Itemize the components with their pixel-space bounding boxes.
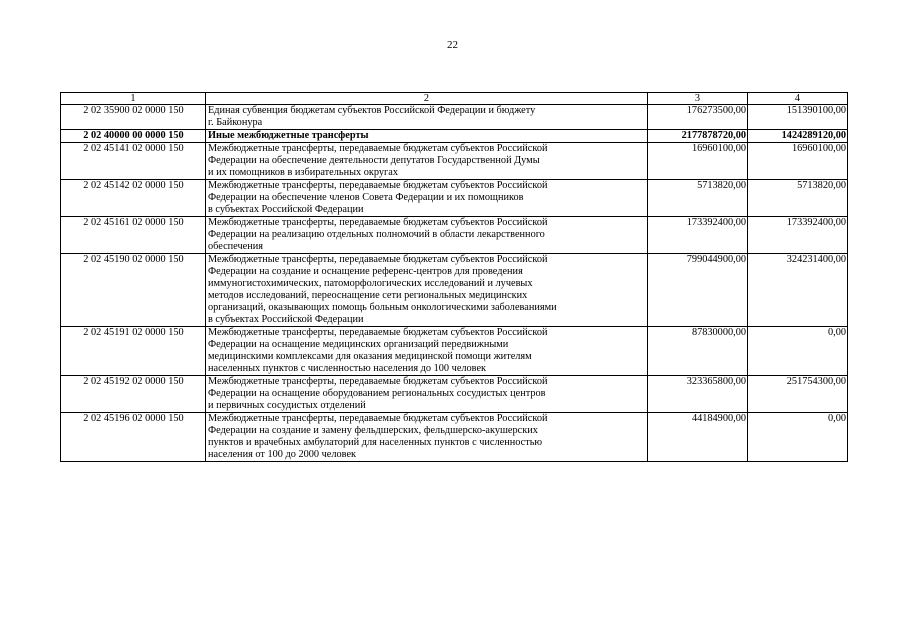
budget-code-cell: 2 02 45191 02 0000 150 bbox=[61, 327, 206, 376]
revenue-name-line: Межбюджетные трансферты, передаваемые бюджетам субъектов Российской bbox=[208, 254, 548, 265]
amount-col3-cell: 87830000,00 bbox=[648, 327, 748, 376]
revenue-name-line: и первичных сосудистых отделений bbox=[208, 400, 366, 411]
table-row bbox=[61, 254, 848, 327]
table-row bbox=[61, 413, 848, 462]
column-header: 4 bbox=[748, 93, 848, 105]
amount-col3-cell: 16960100,00 bbox=[648, 143, 748, 180]
amount-col3-cell: 44184900,00 bbox=[648, 413, 748, 462]
revenue-name-line: и их помощников в избирательных округах bbox=[208, 167, 398, 178]
page-number: 22 bbox=[447, 39, 458, 51]
revenue-name-line: Федерации на оснащение оборудованием региональных сосудистых центров bbox=[208, 388, 546, 399]
revenue-name-line: пунктов и врачебных амбулаторий для населенных пунктов с численностью bbox=[208, 437, 543, 448]
budget-code-cell: 2 02 45192 02 0000 150 bbox=[61, 376, 206, 413]
table-row bbox=[61, 180, 848, 217]
amount-col4-cell: 0,00 bbox=[748, 413, 848, 462]
revenue-name-line: Межбюджетные трансферты, передаваемые бюджетам субъектов Российской bbox=[208, 180, 548, 191]
revenue-name-line: методов исследований, переоснащение сети региональных медицинских bbox=[208, 290, 528, 301]
column-header: 3 bbox=[648, 93, 748, 105]
amount-col4-cell: 0,00 bbox=[748, 327, 848, 376]
revenue-name-line: Единая субвенция бюджетам субъектов Российской Федерации и бюджету bbox=[208, 105, 536, 116]
revenue-name-line: Федерации на реализацию отдельных полномочий в области лекарственного bbox=[208, 229, 545, 240]
table-row bbox=[61, 105, 848, 130]
revenue-name-line: Федерации на создание и оснащение референс-центров для проведения bbox=[208, 266, 523, 277]
revenue-name-line: в субъектах Российской Федерации bbox=[208, 314, 364, 325]
amount-col4-cell: 173392400,00 bbox=[748, 217, 848, 254]
amount-col4-cell: 16960100,00 bbox=[748, 143, 848, 180]
revenue-name-cell bbox=[206, 376, 648, 413]
amount-col3-cell: 176273500,00 bbox=[648, 105, 748, 130]
budget-code-cell: 2 02 45141 02 0000 150 bbox=[61, 143, 206, 180]
column-header: 2 bbox=[206, 93, 648, 105]
revenue-name-line: обеспечения bbox=[208, 241, 263, 252]
budget-code-cell: 2 02 45142 02 0000 150 bbox=[61, 180, 206, 217]
amount-col3-cell: 173392400,00 bbox=[648, 217, 748, 254]
revenue-name-line: иммуногистохимических, патоморфологических исследований и лучевых bbox=[208, 278, 533, 289]
table-body bbox=[61, 105, 848, 462]
budget-table bbox=[60, 92, 848, 462]
budget-code-cell: 2 02 40000 00 0000 150 bbox=[61, 130, 206, 143]
revenue-name-line: Межбюджетные трансферты, передаваемые бюджетам субъектов Российской bbox=[208, 327, 548, 338]
revenue-name-line: населения от 100 до 2000 человек bbox=[208, 449, 357, 460]
budget-code-cell: 2 02 45196 02 0000 150 bbox=[61, 413, 206, 462]
amount-col3-cell: 2177878720,00 bbox=[648, 130, 748, 143]
revenue-name-line: организаций, оказывающих помощь больным онкологическими заболеваниями bbox=[208, 302, 557, 313]
amount-col4-cell: 251754300,00 bbox=[748, 376, 848, 413]
table-row bbox=[61, 376, 848, 413]
revenue-name-cell bbox=[206, 143, 648, 180]
revenue-name-line: медицинскими комплексами для оказания медицинской помощи жителям bbox=[208, 351, 532, 362]
revenue-name-cell bbox=[206, 254, 648, 327]
revenue-name-line: Межбюджетные трансферты, передаваемые бюджетам субъектов Российской bbox=[208, 217, 548, 228]
revenue-name-cell bbox=[206, 180, 648, 217]
table-header-row bbox=[61, 93, 848, 105]
revenue-name-line: Иные межбюджетные трансферты bbox=[208, 130, 369, 141]
revenue-name-line: Федерации на оснащение медицинских организаций передвижными bbox=[208, 339, 509, 350]
revenue-name-cell bbox=[206, 105, 648, 130]
amount-col4-cell: 5713820,00 bbox=[748, 180, 848, 217]
revenue-name-line: Федерации на обеспечение деятельности депутатов Государственной Думы bbox=[208, 155, 540, 166]
column-header: 1 bbox=[61, 93, 206, 105]
table-row bbox=[61, 327, 848, 376]
revenue-name-cell bbox=[206, 217, 648, 254]
amount-col4-cell: 324231400,00 bbox=[748, 254, 848, 327]
budget-code-cell: 2 02 35900 02 0000 150 bbox=[61, 105, 206, 130]
revenue-name-line: Федерации на создание и замену фельдшерских, фельдшерско-акушерских bbox=[208, 425, 538, 436]
amount-col4-cell: 1424289120,00 bbox=[748, 130, 848, 143]
budget-code-cell: 2 02 45190 02 0000 150 bbox=[61, 254, 206, 327]
table-row bbox=[61, 130, 848, 143]
amount-col3-cell: 799044900,00 bbox=[648, 254, 748, 327]
revenue-name-line: Межбюджетные трансферты, передаваемые бюджетам субъектов Российской bbox=[208, 376, 548, 387]
table-row bbox=[61, 143, 848, 180]
amount-col3-cell: 5713820,00 bbox=[648, 180, 748, 217]
amount-col4-cell: 151390100,00 bbox=[748, 105, 848, 130]
revenue-name-line: Федерации на обеспечение членов Совета Федерации и их помощников bbox=[208, 192, 524, 203]
table-row bbox=[61, 217, 848, 254]
revenue-name-line: г. Байконура bbox=[208, 117, 263, 128]
revenue-name-line: Межбюджетные трансферты, передаваемые бюджетам субъектов Российской bbox=[208, 143, 548, 154]
budget-code-cell: 2 02 45161 02 0000 150 bbox=[61, 217, 206, 254]
revenue-name-line: в субъектах Российской Федерации bbox=[208, 204, 364, 215]
revenue-name-line: населенных пунктов с численностью населения до 100 человек bbox=[208, 363, 487, 374]
revenue-name-cell bbox=[206, 130, 648, 143]
revenue-name-cell bbox=[206, 327, 648, 376]
revenue-name-line: Межбюджетные трансферты, передаваемые бюджетам субъектов Российской bbox=[208, 413, 548, 424]
amount-col3-cell: 323365800,00 bbox=[648, 376, 748, 413]
revenue-name-cell bbox=[206, 413, 648, 462]
